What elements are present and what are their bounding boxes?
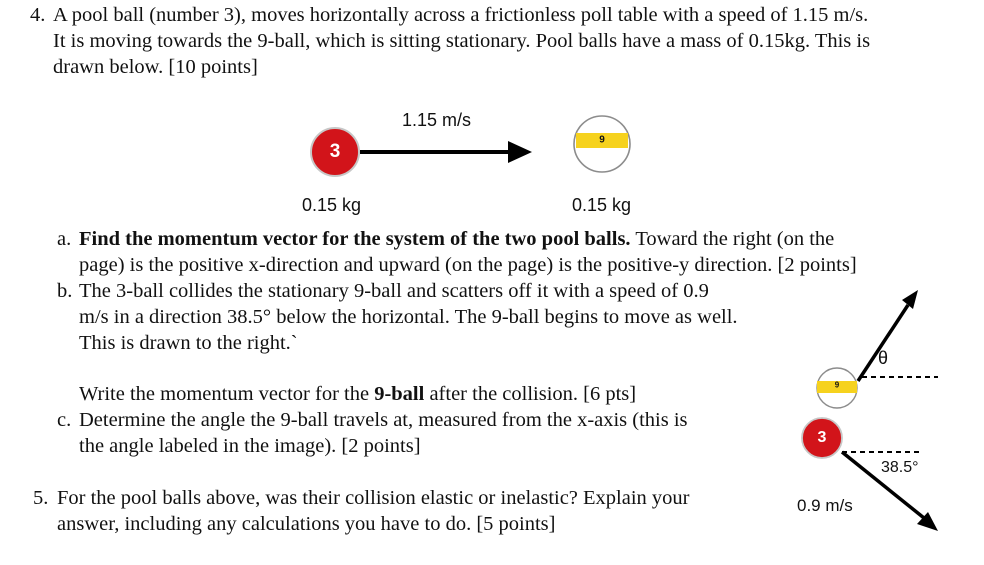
part-b-line-3: This is drawn to the right.`: [79, 332, 298, 354]
question-5-number: 5.: [33, 487, 49, 509]
question-4-number: 4.: [30, 4, 46, 26]
part-b-write: [79, 381, 636, 407]
question-5-line-2: answer, including any calculations you have to do. [5 points]: [57, 513, 556, 535]
part-b-line-1: The 3-ball collides the stationary 9-ball and scatters off it with a speed of 0.9: [79, 280, 709, 302]
question-4-line-3: drawn below. [10 points]: [53, 56, 258, 78]
angle-label: 38.5°: [881, 459, 919, 476]
ball-9-direction-arrow-line: [858, 305, 908, 381]
part-c-letter: c.: [57, 409, 72, 431]
part-a-letter: a.: [57, 228, 72, 250]
speed-label-initial: 1.15 m/s: [402, 110, 472, 130]
part-b-write-bold: 9-ball: [374, 383, 425, 405]
part-a-bold: Find the momentum vector for the system of the two pool balls.: [79, 228, 631, 250]
mass-label-ball-3: 0.15 kg: [302, 195, 362, 215]
part-a-line-1: [79, 226, 834, 252]
ball-3-after-label: 3: [817, 429, 827, 446]
ball-9-label: 9: [599, 134, 605, 146]
mass-label-ball-9: 0.15 kg: [572, 195, 632, 215]
question-5-line-1: For the pool balls above, was their collision elastic or inelastic? Explain your: [57, 487, 690, 509]
part-b-write-suffix: after the collision. [6 pts]: [424, 383, 637, 405]
ball-3-label: 3: [329, 141, 341, 162]
part-c-line-1: Determine the angle the 9-ball travels at, measured from the x-axis (this is: [79, 409, 688, 431]
ball-9-direction-arrow-head: [902, 290, 918, 309]
final-speed-label: 0.9 m/s: [797, 496, 853, 515]
velocity-arrow-head: [508, 141, 532, 163]
part-a-rest: Toward the right (on the: [630, 228, 835, 250]
part-b-line-2: m/s in a direction 38.5° below the horizontal. The 9-ball begins to move as well.: [79, 306, 738, 328]
part-b-letter: b.: [57, 280, 73, 302]
part-a-line-2: page) is the positive x-direction and upward (on the page) is the positive-y direction. [2 points]: [79, 254, 857, 276]
ball-9-after-label: 9: [834, 380, 840, 390]
part-b-write-prefix: Write the momentum vector for the: [79, 383, 375, 405]
part-c-line-2: the angle labeled in the image). [2 points]: [79, 435, 421, 457]
question-4-line-1: A pool ball (number 3), moves horizontally across a frictionless poll table with a speed of 1.15 m/s.: [53, 4, 869, 26]
theta-label: θ: [878, 348, 889, 368]
question-4-line-2: It is moving towards the 9-ball, which is sitting stationary. Pool balls have a mass of 0.15kg. This is: [53, 30, 871, 52]
